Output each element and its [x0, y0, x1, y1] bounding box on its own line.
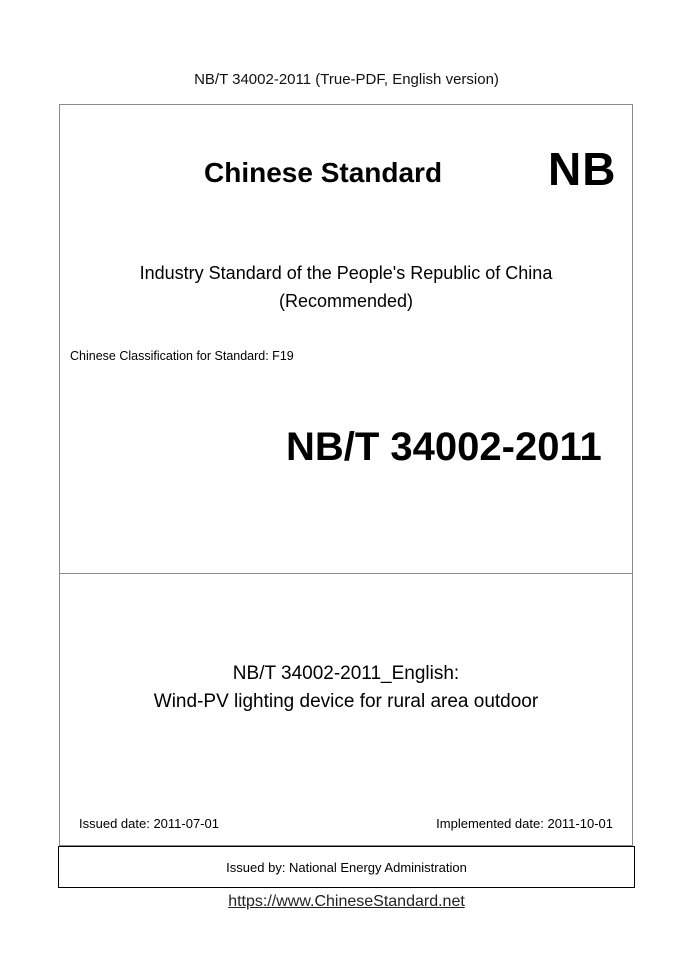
- industry-line-1: Industry Standard of the People's Republic of China: [139, 263, 553, 283]
- issuer-box: [58, 846, 635, 888]
- brand-title: Chinese Standard: [204, 157, 443, 188]
- industry-heading: [59, 259, 633, 315]
- issued-date: Issued date: 2011-07-01: [79, 816, 219, 831]
- document-header: NB/T 34002-2011 (True-PDF, English version): [194, 71, 499, 88]
- document-title-line-2: Wind-PV lighting device for rural area outdoor: [153, 691, 539, 712]
- standard-mark: NB: [548, 143, 617, 195]
- document-title-line-1: NB/T 34002-2011_English:: [232, 663, 460, 684]
- implemented-date: Implemented date: 2011-10-01: [436, 816, 613, 831]
- document-title: [59, 660, 633, 716]
- industry-line-2: (Recommended): [278, 291, 414, 311]
- standard-number: NB/T 34002-2011: [286, 425, 602, 469]
- classification-text: Chinese Classification for Standard: F19: [70, 349, 294, 363]
- issuer-text: Issued by: National Energy Administration: [226, 859, 467, 875]
- website-link[interactable]: https://www.ChineseStandard.net: [228, 893, 465, 910]
